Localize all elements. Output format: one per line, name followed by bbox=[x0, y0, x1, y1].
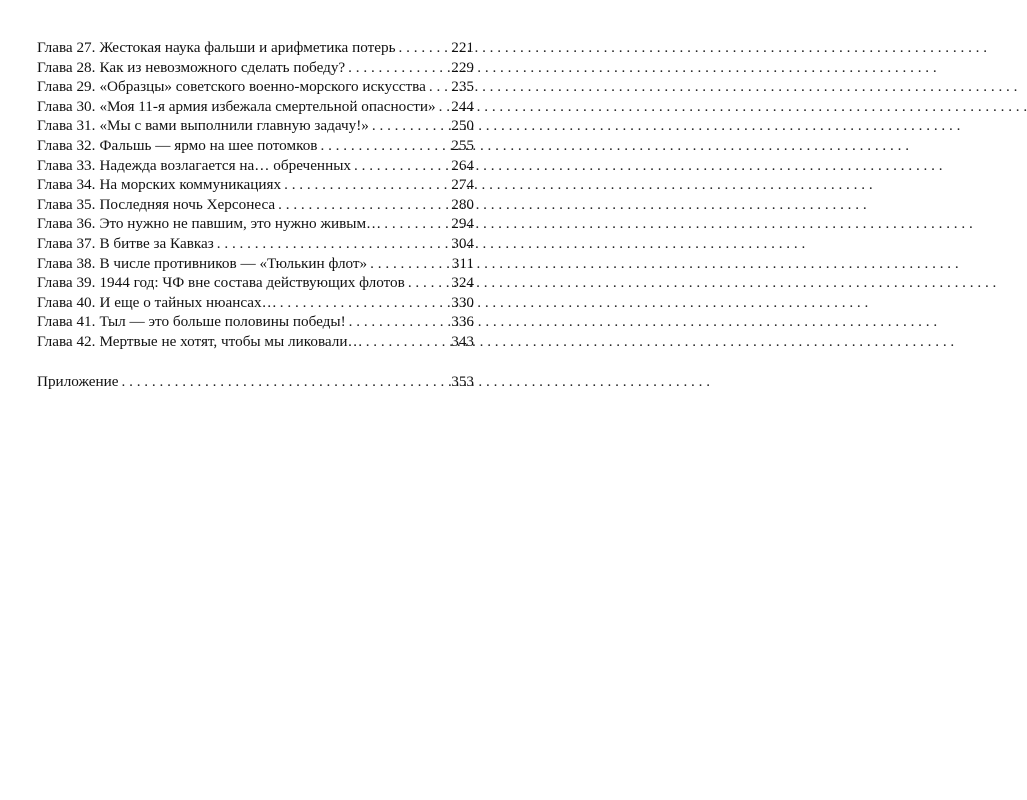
chapter-title: Как из невозможного сделать победу? bbox=[99, 58, 346, 76]
appendix-title: Приложение bbox=[37, 372, 119, 390]
chapter-number: Глава 32. bbox=[37, 136, 96, 154]
toc-entry-27 bbox=[37, 38, 474, 58]
page-number: 229 bbox=[451, 58, 474, 76]
dot-leader bbox=[429, 77, 448, 97]
toc-entry-42 bbox=[37, 332, 474, 352]
page-number: 336 bbox=[451, 313, 474, 331]
toc-entry-33 bbox=[37, 156, 474, 176]
page-number: 353 bbox=[451, 372, 474, 390]
toc-entry-34 bbox=[37, 175, 474, 195]
dot-leader bbox=[349, 312, 449, 332]
page-number: 221 bbox=[451, 39, 474, 56]
chapter-title: В битве за Кавказ bbox=[99, 234, 214, 252]
page-number: 250 bbox=[451, 117, 474, 135]
dot-leader bbox=[408, 273, 448, 293]
chapter-number: Глава 34. bbox=[37, 176, 96, 194]
dot-leader bbox=[370, 254, 449, 274]
chapter-title: Надежда возлагается на… обреченных bbox=[99, 156, 351, 174]
chapter-number: Глава 30. bbox=[37, 97, 96, 115]
page-number: 274 bbox=[451, 176, 474, 194]
page-number: 255 bbox=[451, 136, 474, 154]
toc-entry-36 bbox=[37, 214, 474, 234]
toc-entry-30 bbox=[37, 97, 474, 117]
dot-leader bbox=[372, 116, 448, 136]
chapter-title: «Моя 11-я армия избежала смертельной опасности» bbox=[99, 97, 436, 115]
chapter-number: Глава 27. bbox=[37, 39, 96, 56]
chapter-title: Последняя ночь Херсонеса bbox=[99, 195, 276, 213]
dot-leader bbox=[439, 97, 449, 117]
chapter-number: Глава 29. bbox=[37, 78, 96, 96]
chapter-number: Глава 41. bbox=[37, 313, 96, 331]
chapter-number: Глава 36. bbox=[37, 215, 96, 233]
chapter-title: И еще о тайных нюансах… bbox=[99, 293, 277, 311]
chapter-title: Мертвые не хотят, чтобы мы ликовали… bbox=[99, 332, 363, 350]
page-number: 294 bbox=[451, 215, 474, 233]
page-number: 280 bbox=[451, 195, 474, 213]
chapter-title: Фальшь — ярмо на шее потомков bbox=[99, 136, 318, 154]
dot-leader bbox=[320, 136, 448, 156]
page-number: 304 bbox=[451, 234, 474, 252]
chapter-number: Глава 33. bbox=[37, 156, 96, 174]
chapter-number: Глава 37. bbox=[37, 234, 96, 252]
dot-leader bbox=[278, 195, 448, 215]
dot-leader bbox=[354, 156, 448, 176]
dot-leader bbox=[366, 332, 449, 352]
chapter-number: Глава 31. bbox=[37, 117, 96, 135]
chapter-title: В числе противников — «Тюлькин флот» bbox=[99, 254, 368, 272]
toc-entry-37 bbox=[37, 234, 474, 254]
chapter-title: «Мы с вами выполнили главную задачу!» bbox=[99, 117, 369, 135]
page-number: 244 bbox=[451, 97, 474, 115]
dot-leader bbox=[384, 214, 448, 234]
toc-entry-appendix bbox=[37, 372, 474, 392]
toc-entry-28 bbox=[37, 58, 474, 78]
chapter-number: Глава 42. bbox=[37, 332, 96, 350]
page-number: 330 bbox=[451, 293, 474, 311]
chapter-number: Глава 40. bbox=[37, 293, 96, 311]
toc-entry-35 bbox=[37, 195, 474, 215]
toc-entry-40 bbox=[37, 293, 474, 313]
chapter-title: Это нужно не павшим, это нужно живым… bbox=[99, 215, 382, 233]
dot-leader bbox=[348, 58, 448, 78]
toc-entry-41 bbox=[37, 312, 474, 332]
page-number: 324 bbox=[451, 274, 474, 292]
dot-leader bbox=[122, 372, 449, 392]
toc-entry-29 bbox=[37, 77, 474, 97]
page-number: 235 bbox=[451, 78, 474, 96]
page-number: 343 bbox=[451, 332, 474, 350]
toc-entry-39 bbox=[37, 273, 474, 293]
page-number: 311 bbox=[451, 254, 474, 272]
chapter-title: Тыл — это больше половины победы! bbox=[99, 313, 346, 331]
chapter-title: 1944 год: ЧФ вне состава действующих флотов bbox=[99, 274, 405, 292]
toc-entry-31 bbox=[37, 116, 474, 136]
table-of-contents bbox=[37, 38, 474, 391]
chapter-title: «Образцы» советского военно-морского искусства bbox=[99, 78, 426, 96]
dot-leader bbox=[280, 293, 448, 313]
page-number: 264 bbox=[451, 156, 474, 174]
dot-leader bbox=[284, 175, 448, 195]
chapter-title: На морских коммуникациях bbox=[99, 176, 282, 194]
chapter-number: Глава 39. bbox=[37, 274, 96, 292]
chapter-number: Глава 28. bbox=[37, 58, 96, 76]
toc-entry-32 bbox=[37, 136, 474, 156]
dot-leader bbox=[217, 234, 448, 254]
toc-entry-38 bbox=[37, 254, 474, 274]
chapter-number: Глава 38. bbox=[37, 254, 96, 272]
chapter-title: Жестокая наука фальши и арифметика потерь bbox=[99, 39, 396, 56]
dot-leader bbox=[399, 38, 449, 58]
chapter-number: Глава 35. bbox=[37, 195, 96, 213]
